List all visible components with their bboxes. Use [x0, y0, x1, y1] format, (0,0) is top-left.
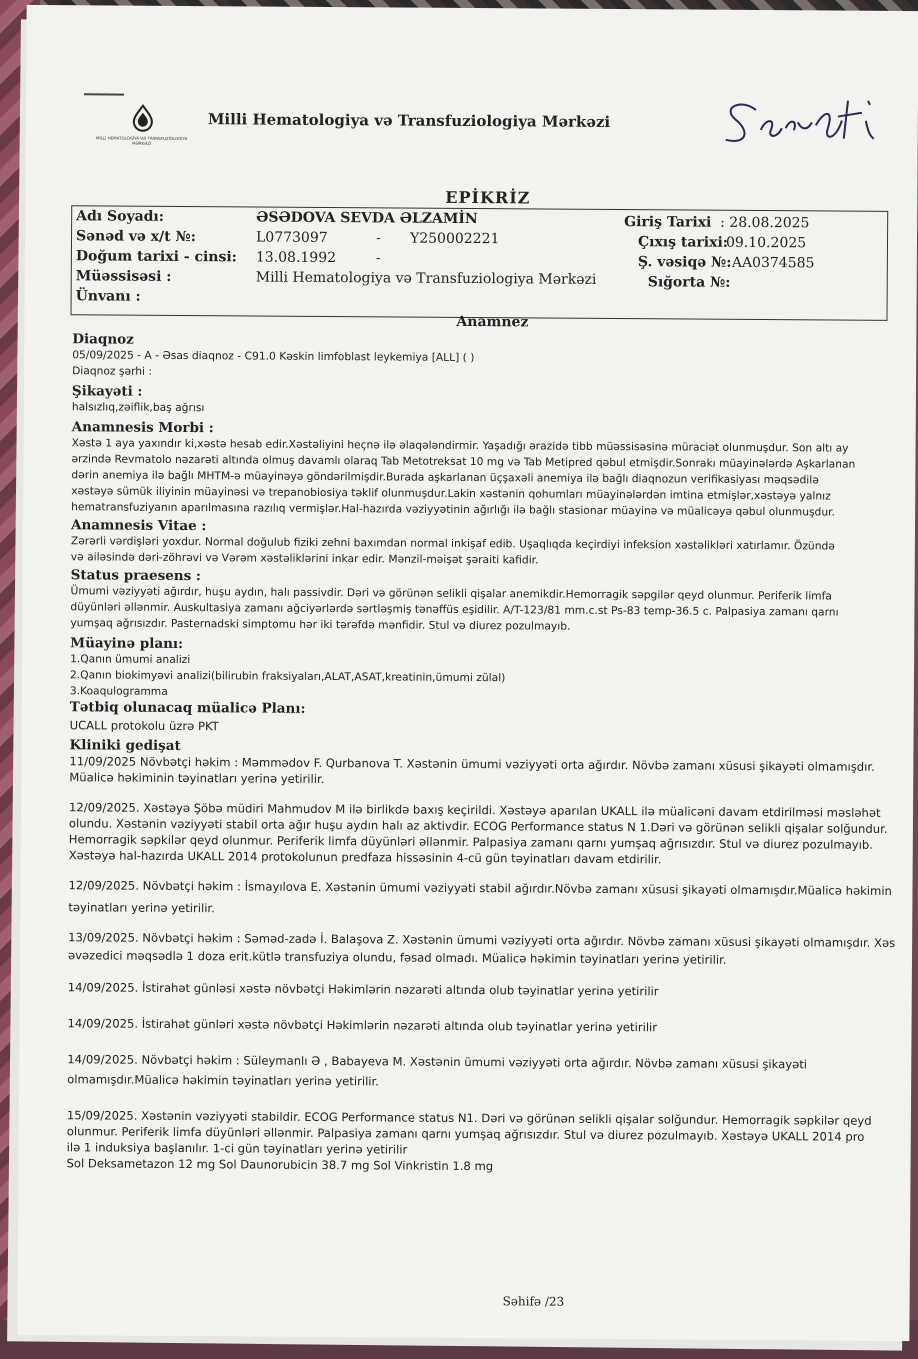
document-title: EPİKRİZ — [445, 187, 531, 208]
logo-text: MİLLİ HEMATOLOGİYA VƏ TRANSFUZİOLOGİYA MƏRKƏZİ — [96, 135, 188, 146]
admission-label: Giriş Tarixi — [624, 214, 712, 231]
pen-dash-mark — [84, 93, 124, 95]
exam-plan-item: 2.Qanın biokimyəvi analizi(bilirubin fraksiyaları,ALAT,ASAT,kreatinin,ümumi zülal) — [69, 668, 506, 685]
praesens-line: yumşaq ağrısızdır. Pasternadski simptomu hər iki tərəfdə mənfidir. Stul və diurez pozulmayıb. — [70, 616, 571, 633]
treatment-plan-text: UCALL protokolu üzrə PKT — [69, 718, 219, 734]
clinical-entry-line: əvəzedici məqsədlə 1 doza erit.kütlə transfuziya olundu, fəsad olmadı. Müalicə həkimin təyinatları yerinə yetirilir. — [67, 948, 727, 967]
praesens-line: Ümumi vəziyyəti ağırdır, huşu aydın, halı passivdir. Dəri və görünən selikli qişalar anemikdir.Hemorragik səpgilər qeyd olunmur. Periferik limfa — [70, 584, 832, 603]
insurance-label: Sığorta №: — [647, 274, 731, 291]
institution-label: Müəssisəsi : — [75, 268, 172, 285]
clinical-entry-line: 11/09/2025 Növbətçi həkim : Məmmədov F. Qurbanova T. Xəstənin ümumi vəziyyəti orta ağırdır. Növbə zamanı xüsusi şikayəti olmamışdır. — [69, 754, 875, 774]
section-heading-anamnesis-vitae: Anamnesis Vitae : — [70, 517, 207, 535]
doc-dash-1: - — [375, 230, 381, 247]
morbi-line: hematransfuziyanın aparılmasına razılıq vermişlər.Hal-hazırda vəziyyətinin ağırlığı ilə bağlı stasionar müayinə və müalicəyə qəbul olunmuşdur. — [71, 500, 835, 519]
address-label: Ünvanı : — [75, 288, 141, 305]
name-label: Adı Soyadı: — [76, 208, 165, 225]
vitae-line: Zərərli vərdişləri yoxdur. Normal doğulub fiziki zehni baxımdan normal inkişaf edib. Uşaqlıqda keçirdiyi infeksion xəstəlikləri xatırlamır. Özündə — [70, 534, 835, 553]
document-body — [67, 329, 918, 1177]
clinical-entry-line: təyinatları yerinə yetirilir. — [68, 900, 215, 916]
section-heading-clinical-course: Kliniki gedişat — [69, 737, 181, 754]
morbi-line: dərin anemiya ilə bağlı MHTM-ə müayinəyə göndərilmişdir.Burada aşkarlanan üçşaxəli anemiya ilə bağlı diaqnozun verifikasiyası məqsədilə — [71, 468, 819, 487]
clinical-entry-line: 14/09/2025. İstirahət günləri xəstə növbətçi Həkimlərin nəzarəti altında olub təyinatlar yerinə yetirilir — [67, 1016, 658, 1035]
handwritten-signature — [716, 80, 887, 161]
doc-dash-2: - — [375, 250, 381, 267]
clinical-entry-line: 12/09/2025. Növbətçi həkim : İsmayılova E. Xəstənin ümumi vəziyyəti stabil ağırdır.Növbə zamanı xüsusi şikayəti olmamışdır.Müalicə həkimin — [68, 878, 892, 898]
clinical-entry-line: 14/09/2025. İstirahət günləsi xəstə növbətçi Həkimlərin nəzarəti altında olub təyinatlar yerinə yetirilir — [67, 980, 659, 999]
doc-number: L0773097 — [255, 229, 328, 247]
clinical-entry-line: 14/09/2025. Növbətçi həkim : Süleymanlı Ə , Babayeva M. Xəstənin ümumi vəziyyəti orta ağırdır. Növbə zamanı xüsusi şikayəti — [67, 1052, 808, 1072]
clinical-entry-line: 12/09/2025. Xəstəyə Şöbə müdiri Mahmudov M ilə birlikdə baxış keçirildi. Xəstəyə aparılan UKALL ilə müalicəni davam etdirilməsi məsləhət — [69, 800, 881, 820]
birth-label: Doğum tarixi - cinsi: — [75, 248, 237, 266]
clinical-entry-line: Müalicə həkiminin təyinatları yerinə yetirilir. — [69, 770, 325, 786]
diagnosis-comment: Diaqnoz şərhi : — [72, 364, 153, 378]
exam-plan-item: 3.Koaqulogramma — [69, 684, 168, 698]
clinical-entry-line: olmamışdır.Müalicə həkimin təyinatları yerinə yetirilir. — [67, 1072, 379, 1089]
blood-drop-logo-icon — [128, 104, 158, 134]
section-heading-diagnosis: Diaqnoz — [72, 331, 134, 348]
birth-date: 13.08.1992 — [255, 249, 337, 267]
section-heading-complaint: Şikayəti : — [71, 383, 143, 400]
morbi-line: Xəstə 1 aya yaxındır ki,xəstə hesab edir.Xəstəliyini heçnə ilə əlaqələndirmir. Yaşadığı ərazidə tibb müəssisəsinə müraciət olunmuşdur. Son altı ay — [71, 436, 849, 455]
doc-label: Sənəd və x/t №: — [75, 228, 196, 246]
clinical-entry-line: Sol Deksametazon 12 mg Sol Daunorubicin 38.7 mg Sol Vinkristin 1.8 mg — [66, 1156, 494, 1174]
institution-value: Milli Hematologiya və Transfuziologiya Mərkəzi — [255, 269, 597, 288]
discharge-label: Çıxış tarixi: — [637, 234, 729, 251]
certificate-number: AA0374585 — [731, 254, 815, 272]
clinical-entry-line: ilə 1 induksiya başlanılır. 1-ci gün təyinatları yerinə yetirilir — [66, 1140, 408, 1157]
center-logo — [96, 103, 188, 164]
clinical-entry-line: olunmur. Periferik limfa düyünləri əllənmir. Palpasiya zamanı qarnı yumşaq ağrısızdır. Stul və diurez pozulmayıb. Xəstəyə UKALL 2014 pro — [66, 1124, 865, 1144]
page-number: Səhifə /23 — [502, 1294, 565, 1309]
clinical-entry-line: Hemorragik səpkilər qeyd olunmur. Periferik limfa düyünləri əllənmir. Palpasiya zamanı qarnı yumşaq ağrısızdır. Stul və diurez pozulmayıb. — [68, 832, 874, 852]
complaint-text: halsızlıq,zəiflik,baş ağrısı — [71, 400, 205, 415]
section-heading-status-praesens: Status praesens : — [70, 567, 201, 585]
x-number: Y250002221 — [409, 230, 500, 248]
document-page — [17, 5, 918, 1341]
certificate-label: Ş. vəsiqə №: — [637, 254, 732, 271]
admission-date: : 28.08.2025 — [720, 214, 810, 232]
section-heading-exam-plan: Müayinə planı: — [70, 635, 184, 653]
section-heading-treatment-plan: Tətbiq olunacaq müalicə Planı: — [69, 699, 306, 717]
exam-plan-item: 1.Qanın ümumi analizi — [70, 652, 191, 667]
patient-info-box — [70, 205, 888, 321]
morbi-line: ərzində Revmatolo nəzarəti altında olmuş davamlı olaraq Tab Metotreksat 10 mg və Tab Metipred qəbul etmişdir.Sonrakı müayinələrdə Aşkarlanan — [71, 452, 856, 471]
diagnosis-line: 05/09/2025 - A - Əsas diaqnoz - C91.0 Kəskin limfoblast leykemiya [ALL] ( ) — [72, 348, 475, 365]
section-heading-anamnesis-morbi: Anamnesis Morbi : — [71, 419, 214, 437]
anamnez-heading: Anamnez — [456, 313, 529, 331]
clinical-entry-line: olundu. Xəstənin vəziyyəti stabil orta ağır huşu aydın halı az aktivdir. ECOG Performance status N 1.Dəri və görünən selikli qişalar solğundur. — [68, 816, 888, 836]
organization-name: Milli Hematologiya və Transfuziologiya Mərkəzi — [207, 110, 611, 131]
morbi-line: xəstəyə sümük iliyinin müayinəsi və trepanobiosiya təklif olunmuşdur.Lakin xəstənin qohumları müayinələrdən imtina etmişlər,xəstəyə yalnız — [71, 484, 831, 503]
praesens-line: düyünləri əllənmir. Auskultasiya zamanı ağciyərlərdə sərtləşmiş tənəffüs eşidilir. A/T-123/81 mm.c.st Ps-83 temp-36.5 c. Palpasiya zamanı qarnı — [70, 600, 839, 619]
clinical-entry-line: 13/09/2025. Növbətçi həkim : Səməd-zadə İ. Balaşova Z. Xəstənin ümumi vəziyyəti orta ağırdır. Növbə zamanı xüsusi şikayəti olmamışdır. Xəs — [68, 930, 896, 950]
clinical-entry-line: 15/09/2025. Xəstənin vəziyyəti stabildir. ECOG Performance status N1. Dəri və görünən selikli qişalar solğundur. Hemorragik səpkilər qeyd — [66, 1108, 872, 1128]
clinical-entry-line: Xəstəyə hal-hazırda UKALL 2014 protokolunun predfaza hissəsinin 4-cü gün təyinatları davam etdirilir. — [68, 848, 662, 867]
discharge-date: 09.10.2025 — [725, 234, 807, 252]
vitae-line: və ailəsində dəri-zöhrəvi və Vərəm xəstəliklərini inkar edir. Mənzil-məişət şəraiti kafidir. — [70, 550, 539, 567]
patient-name: ƏSƏDOVA SEVDA ƏLZAMİN — [256, 209, 478, 228]
